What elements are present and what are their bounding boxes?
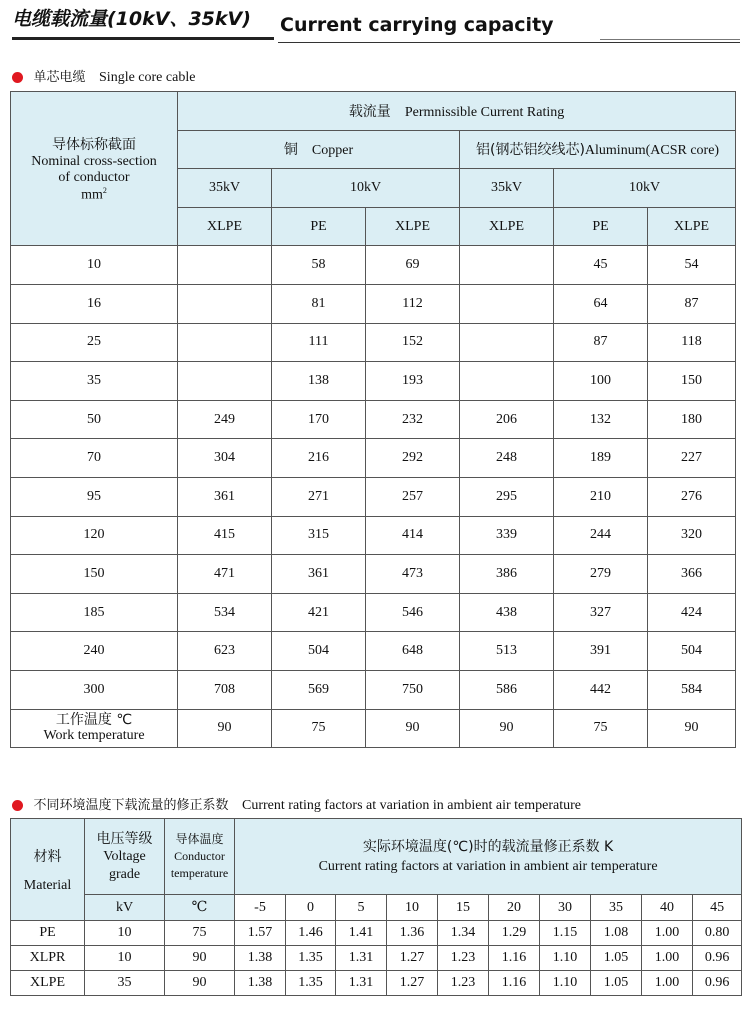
material-cell: XLPR (11, 946, 85, 971)
rating-cell: 69 (366, 246, 460, 285)
rating-cell: 279 (554, 555, 648, 594)
rating-cell: 150 (648, 362, 736, 401)
insulation-header: XLPE (460, 207, 554, 246)
rating-cell: 276 (648, 477, 736, 516)
conductor-temp-cell: 90 (165, 946, 235, 971)
rating-cell: 534 (178, 593, 272, 632)
factor-cell: 1.08 (591, 921, 642, 946)
rating-cell: 320 (648, 516, 736, 555)
rating-cell: 54 (648, 246, 736, 285)
rating-cell: 87 (554, 323, 648, 362)
voltage-header: 35kV (178, 169, 272, 208)
factor-cell: 1.15 (540, 921, 591, 946)
red-bullet-icon (12, 800, 23, 811)
rating-header (178, 92, 736, 131)
rating-cell: 442 (554, 670, 648, 709)
factor-cell: 1.00 (642, 921, 693, 946)
rating-cell (178, 362, 272, 401)
table-row (11, 921, 742, 946)
rating-cell: 64 (554, 284, 648, 323)
factor-cell: 1.29 (489, 921, 540, 946)
table-row (11, 593, 736, 632)
table-row (11, 555, 736, 594)
factor-cell: 1.57 (235, 921, 286, 946)
factor-cell: 1.38 (235, 971, 286, 996)
ambient-temp-header: 35 (591, 895, 642, 921)
ambient-temp-header: 45 (693, 895, 742, 921)
rating-cell: 315 (272, 516, 366, 555)
work-temp-value: 90 (648, 709, 736, 748)
rating-cell: 132 (554, 400, 648, 439)
rating-cell: 586 (460, 670, 554, 709)
cross-section-cell: 70 (11, 439, 178, 478)
red-bullet-icon (12, 72, 23, 83)
ambient-temp-header: 40 (642, 895, 693, 921)
factor-cell: 1.36 (387, 921, 438, 946)
rating-cell (460, 323, 554, 362)
voltage-cell: 35 (85, 971, 165, 996)
voltage-cell: 10 (85, 946, 165, 971)
ambient-temp-header: 5 (336, 895, 387, 921)
factor-cell: 1.00 (642, 971, 693, 996)
rating-cell: 170 (272, 400, 366, 439)
rating-cell: 111 (272, 323, 366, 362)
voltage-cell: 10 (85, 921, 165, 946)
rating-cell: 180 (648, 400, 736, 439)
cross-section-cell: 120 (11, 516, 178, 555)
factor-cell: 0.96 (693, 946, 742, 971)
insulation-header: PE (272, 207, 366, 246)
rating-cell: 248 (460, 439, 554, 478)
rating-cell (178, 323, 272, 362)
table-row (11, 946, 742, 971)
rating-cell: 546 (366, 593, 460, 632)
rating-cell: 327 (554, 593, 648, 632)
rating-cell: 138 (272, 362, 366, 401)
voltage-header: 35kV (460, 169, 554, 208)
rating-cell: 45 (554, 246, 648, 285)
rating-cell: 210 (554, 477, 648, 516)
rating-cell: 81 (272, 284, 366, 323)
conductor-header (11, 92, 178, 246)
cross-section-cell: 10 (11, 246, 178, 285)
ambient-temp-header: 15 (438, 895, 489, 921)
factor-cell: 1.38 (235, 946, 286, 971)
conductor-unit: $mm^2$ (81, 185, 107, 203)
rating-cell: 206 (460, 400, 554, 439)
cross-section-cell: 16 (11, 284, 178, 323)
conductor-temp-cell: 75 (165, 921, 235, 946)
factor-cell: 1.31 (336, 971, 387, 996)
factor-cell: 0.80 (693, 921, 742, 946)
rating-header-cn: 载流量 (348, 103, 391, 120)
correction-factor-table (10, 818, 742, 996)
factor-cell: 0.96 (693, 971, 742, 996)
rating-cell: 244 (554, 516, 648, 555)
ambient-temp-header: 10 (387, 895, 438, 921)
work-temp-value: 75 (554, 709, 648, 748)
rating-cell: 361 (272, 555, 366, 594)
rating-cell: 58 (272, 246, 366, 285)
rating-cell: 569 (272, 670, 366, 709)
cross-section-cell: 50 (11, 400, 178, 439)
factor-cell: 1.16 (489, 946, 540, 971)
cross-section-cell: 35 (11, 362, 178, 401)
factor-cell: 1.27 (387, 946, 438, 971)
conductor-temp-cell: 90 (165, 971, 235, 996)
cross-section-cell: 25 (11, 323, 178, 362)
rating-cell (460, 284, 554, 323)
rating-cell: 339 (460, 516, 554, 555)
section2-label-en: Current rating factors at variation in ambient air temperature (242, 798, 581, 813)
rating-cell: 513 (460, 632, 554, 671)
rating-cell: 584 (648, 670, 736, 709)
ambient-temp-header: 0 (286, 895, 336, 921)
title-rule (278, 42, 740, 43)
rating-header-en: Permnissible Current Rating (404, 104, 565, 120)
ambient-temp-header: -5 (235, 895, 286, 921)
material-header: 材料 Material (11, 819, 85, 921)
factor-cell: 1.23 (438, 971, 489, 996)
rating-cell: 227 (648, 439, 736, 478)
factor-cell: 1.16 (489, 971, 540, 996)
work-temp-value: 75 (272, 709, 366, 748)
table-row (11, 246, 736, 285)
rating-cell: 87 (648, 284, 736, 323)
cross-section-cell: 95 (11, 477, 178, 516)
rating-cell (460, 362, 554, 401)
title-cn: 电缆载流量(10kV、35kV) (12, 8, 251, 30)
current-rating-table (10, 91, 736, 748)
section-correction-factors (12, 794, 581, 814)
rating-cell: 391 (554, 632, 648, 671)
factor-cell: 1.00 (642, 946, 693, 971)
insulation-header: PE (554, 207, 648, 246)
factor-cell: 1.10 (540, 946, 591, 971)
unit-celsius: ℃ (165, 895, 235, 921)
insulation-header: XLPE (366, 207, 460, 246)
rating-cell: 415 (178, 516, 272, 555)
table-row (11, 971, 742, 996)
ambient-temp-header: 20 (489, 895, 540, 921)
table-row (11, 323, 736, 362)
rating-cell: 257 (366, 477, 460, 516)
rating-cell (178, 284, 272, 323)
factor-cell: 1.05 (591, 971, 642, 996)
rating-cell: 471 (178, 555, 272, 594)
factor-cell: 1.41 (336, 921, 387, 946)
conductor-header-cn: 导体标称截面 (52, 136, 136, 153)
voltage-header: 10kV (554, 169, 736, 208)
rating-cell: 421 (272, 593, 366, 632)
rating-cell: 438 (460, 593, 554, 632)
rating-cell: 304 (178, 439, 272, 478)
rating-cell: 295 (460, 477, 554, 516)
factor-cell: 1.35 (286, 946, 336, 971)
cross-section-cell: 185 (11, 593, 178, 632)
factor-cell: 1.31 (336, 946, 387, 971)
factor-cell: 1.46 (286, 921, 336, 946)
factor-cell: 1.10 (540, 971, 591, 996)
rating-cell: 623 (178, 632, 272, 671)
rating-cell: 100 (554, 362, 648, 401)
work-temp-header: 工作温度 ℃ Work temperature (11, 709, 178, 748)
table-row (11, 670, 736, 709)
section-single-core (12, 66, 195, 86)
table-row (11, 516, 736, 555)
rating-cell: 504 (272, 632, 366, 671)
rating-cell: 750 (366, 670, 460, 709)
rating-cell: 152 (366, 323, 460, 362)
rating-cell: 366 (648, 555, 736, 594)
copper-header: 铜 Copper (178, 130, 460, 169)
table-row (11, 362, 736, 401)
cross-section-cell: 240 (11, 632, 178, 671)
rating-cell: 414 (366, 516, 460, 555)
work-temp-value: 90 (178, 709, 272, 748)
rating-cell: 292 (366, 439, 460, 478)
aluminum-header: 铝(钢芯铝绞线芯)Aluminum(ACSR core) (460, 130, 736, 169)
section2-label-cn: 不同环境温度下载流量的修正系数 (33, 798, 229, 813)
table-row (11, 284, 736, 323)
title-en: Current carrying capacity (280, 14, 554, 36)
section1-label-cn: 单芯电缆 (33, 70, 86, 85)
rating-cell: 648 (366, 632, 460, 671)
insulation-header: XLPE (648, 207, 736, 246)
table-row (11, 477, 736, 516)
factor-cell: 1.23 (438, 946, 489, 971)
rating-cell: 424 (648, 593, 736, 632)
section1-label-en: Single core cable (99, 70, 196, 85)
material-cell: XLPE (11, 971, 85, 996)
rating-cell: 271 (272, 477, 366, 516)
rating-cell: 216 (272, 439, 366, 478)
insulation-header: XLPE (178, 207, 272, 246)
rating-cell: 193 (366, 362, 460, 401)
factor-cell: 1.35 (286, 971, 336, 996)
conductor-temp-header: 导体温度 Conductor temperature (165, 819, 235, 895)
cross-section-cell: 150 (11, 555, 178, 594)
table-row (11, 439, 736, 478)
rating-cell: 473 (366, 555, 460, 594)
ambient-temp-header: 30 (540, 895, 591, 921)
factor-cell: 1.34 (438, 921, 489, 946)
table-row (11, 632, 736, 671)
rating-cell: 189 (554, 439, 648, 478)
rating-cell: 708 (178, 670, 272, 709)
rating-cell: 112 (366, 284, 460, 323)
rating-cell: 232 (366, 400, 460, 439)
factor-cell: 1.05 (591, 946, 642, 971)
page-header (0, 0, 750, 48)
title-rule-upper (600, 39, 740, 40)
factor-cell: 1.27 (387, 971, 438, 996)
rating-cell (178, 246, 272, 285)
unit-kv: kV (85, 895, 165, 921)
conductor-header-en1: Nominal cross-section (31, 153, 157, 169)
rating-cell: 504 (648, 632, 736, 671)
rating-cell (460, 246, 554, 285)
cross-section-cell: 300 (11, 670, 178, 709)
factor-header: 实际环境温度(℃)时的载流量修正系数 K Current rating factors at variation in ambient air temperature (235, 819, 742, 895)
title-underline (12, 37, 274, 40)
rating-cell: 386 (460, 555, 554, 594)
material-cell: PE (11, 921, 85, 946)
rating-cell: 249 (178, 400, 272, 439)
voltage-grade-header: 电压等级 Voltage grade (85, 819, 165, 895)
conductor-header-en2: of conductor (58, 169, 130, 185)
voltage-header: 10kV (272, 169, 460, 208)
work-temp-value: 90 (366, 709, 460, 748)
work-temp-value: 90 (460, 709, 554, 748)
rating-cell: 361 (178, 477, 272, 516)
table-row (11, 400, 736, 439)
rating-cell: 118 (648, 323, 736, 362)
